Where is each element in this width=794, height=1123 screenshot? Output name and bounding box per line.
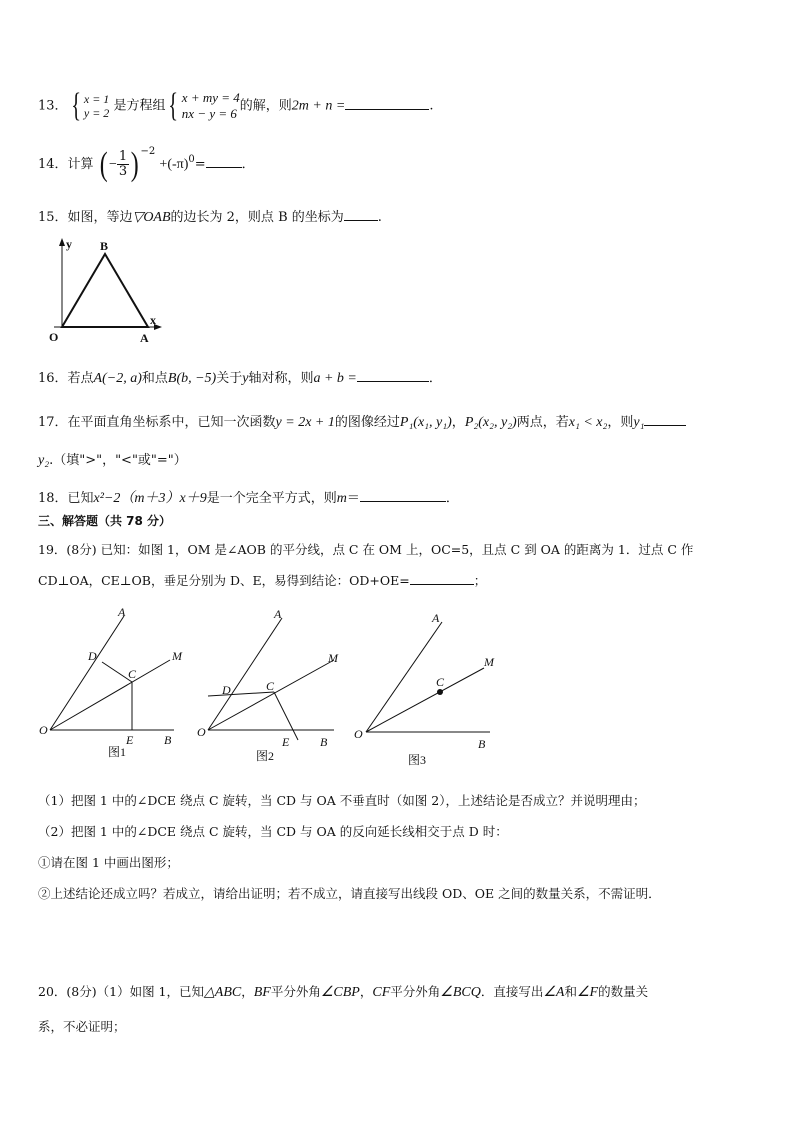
q15-text: 15．如图，等边 — [38, 210, 133, 225]
q20-text5: 平分外角 — [390, 984, 441, 999]
q13-eq1: x + my = 4 — [181, 90, 240, 105]
q18-text1: 18．已知 — [38, 491, 94, 506]
q18-m: m — [336, 491, 347, 506]
q16-expr: a + b = — [313, 371, 357, 386]
q14-exponent2: 0 — [188, 154, 195, 165]
q14-end: ． — [241, 157, 255, 172]
fig3-point-C — [437, 689, 443, 695]
q20-angle-f: ∠F — [576, 985, 599, 1000]
q13-text1: 是方程组 — [113, 98, 166, 114]
fig3-label-M: M — [484, 655, 494, 669]
q19-figure-3 — [350, 604, 510, 770]
question-15 — [38, 208, 382, 227]
fig2-ray-OA — [208, 618, 282, 730]
q17-text2: 的图像经过 — [334, 415, 400, 430]
q13-number: 13． — [38, 98, 68, 114]
q14-minus: − — [109, 157, 117, 172]
q17-point-p1: P₁(x₁, y₁) — [399, 415, 452, 430]
q18-text2: 是一个完全平方式，则 — [206, 491, 337, 506]
fig1-label-E: E — [126, 733, 134, 747]
fig3-label-B: B — [478, 737, 486, 751]
q20-text1: 20．(8分)（1）如图 1，已知 — [38, 984, 204, 999]
fig2-caption: 图2 — [256, 749, 275, 763]
section-3-heading: 三、解答题（共 78 分） — [38, 514, 172, 528]
q18-text3: ＝ — [346, 491, 360, 506]
q15-triangle: ▽OAB — [132, 210, 171, 225]
q17-answer-blank[interactable] — [644, 413, 686, 426]
fig3-label-O: O — [354, 727, 363, 741]
q16-point-a: A(−2, a) — [93, 371, 142, 386]
q19-sub1: （1）把图 1 中的∠DCE 绕点 C 旋转，当 CD 与 OA 不垂直时（如图 2），上述结论是否成立？并说明理由； — [38, 793, 646, 808]
q16-axis: y — [242, 371, 249, 386]
fig3-ray-OA — [366, 622, 442, 732]
q19-sub2: （2）把图 1 中的∠DCE 绕点 C 旋转，当 CD 与 OA 的反向延长线相交于点 D 时： — [38, 824, 508, 839]
q20-angle-cbp: ∠CBP — [320, 985, 360, 1000]
q13-solution — [84, 92, 109, 120]
q13-end: . — [429, 98, 434, 114]
q14-fraction — [117, 150, 129, 179]
fig2-label-O: O — [197, 725, 206, 739]
q17-point-p2: P₂(x₂, y₂) — [464, 415, 517, 430]
fig2-label-E: E — [282, 735, 290, 749]
q16-text3: 关于 — [216, 371, 243, 386]
fig1-ray-OA — [50, 616, 124, 730]
q13-answer-blank[interactable] — [345, 97, 429, 110]
q14-paren-open: ( — [99, 145, 108, 183]
fig2-label-M: M — [328, 651, 338, 665]
q15-answer-blank[interactable] — [344, 208, 378, 221]
q17-sep: ， — [451, 415, 465, 430]
q16-point-b: B(b, −5) — [167, 371, 217, 386]
fig2-segment-CD — [208, 692, 274, 696]
q13-sol-y: y = 2 — [83, 106, 110, 120]
q13-brace-system: { — [168, 87, 179, 124]
fig3-label-A: A — [432, 611, 440, 625]
q20-text7: 和 — [564, 984, 577, 999]
q16-text1: 16．若点 — [38, 371, 94, 386]
fig2-label-D: D — [222, 683, 231, 697]
q17-text4: ，则 — [607, 415, 634, 430]
q16-text4: 轴对称，则 — [248, 371, 314, 386]
q14-frac-num: 1 — [118, 149, 128, 164]
q15-label-B: B — [100, 239, 109, 253]
fig1-label-C: C — [128, 667, 137, 681]
q17-y1: y₁ — [633, 415, 645, 430]
q15-y-arrow — [59, 238, 65, 246]
question-16 — [38, 369, 442, 388]
fig2-label-A: A — [274, 607, 282, 621]
q14-paren-close: ) — [130, 145, 139, 183]
q13-eq2: nx − y = 6 — [181, 106, 237, 121]
q17-y2: y₂ — [38, 453, 50, 468]
q14-frac-den: 3 — [118, 164, 128, 179]
q14-number: 14．计算 — [38, 157, 94, 172]
q20-triangle: △ABC — [204, 985, 242, 1000]
q19-answer-blank[interactable] — [410, 572, 474, 585]
question-13 — [38, 87, 434, 124]
q18-answer-blank[interactable] — [360, 489, 446, 502]
q20-bf: BF — [253, 985, 271, 1000]
q17-text3: 两点，若 — [516, 415, 569, 430]
q17-condition: x₁ < x₂ — [568, 415, 608, 430]
q19-figure-2 — [194, 604, 354, 766]
q17-text1: 17．在平面直角坐标系中，已知一次函数 — [38, 415, 276, 430]
fig2-segment-CE — [274, 692, 298, 740]
q15-figure — [40, 236, 170, 348]
q13-sol-x: x = 1 — [83, 92, 110, 106]
q13-brace-left: { — [70, 87, 81, 124]
q15-triangle-shape — [62, 254, 148, 327]
question-17 — [38, 413, 686, 432]
fig2-label-B: B — [320, 735, 328, 749]
q19-sub2a: ①请在图 1 中画出图形； — [38, 855, 179, 870]
q13-expr: 2m + n = — [291, 98, 346, 114]
q19-line2-text: CD⊥OA，CE⊥OB，垂足分别为 D、E，易得到结论：OD+OE= — [38, 573, 410, 588]
q15-label-A: A — [140, 331, 149, 345]
q20-text2: ， — [241, 984, 254, 999]
question-14 — [38, 145, 255, 183]
q19-figure-1 — [36, 604, 191, 762]
q20-text3: 平分外角 — [270, 984, 321, 999]
fig1-ray-OM — [50, 660, 170, 730]
q15-label-y: y — [66, 237, 72, 251]
question-20-line2: 系，不必证明； — [38, 1019, 126, 1034]
q19-line2-end: ； — [473, 573, 487, 588]
q14-answer-blank[interactable] — [206, 155, 242, 168]
fig3-ray-OM — [366, 668, 484, 732]
fig1-label-A: A — [118, 605, 126, 619]
q20-cf: CF — [372, 985, 391, 1000]
fig1-caption: 图1 — [108, 745, 127, 759]
q15-text2: 的边长为 2，则点 B 的坐标为 — [170, 210, 344, 225]
q17-text5: .（填">"，"<"或"="） — [49, 453, 187, 468]
q20-angle-a: ∠A — [543, 985, 565, 1000]
q20-angle-bcq: ∠BCQ — [440, 985, 481, 1000]
q15-end: . — [377, 210, 382, 225]
q18-end: ． — [445, 491, 459, 506]
q20-text6: ．直接写出 — [480, 984, 544, 999]
fig3-caption: 图3 — [408, 753, 427, 767]
q15-label-O: O — [49, 330, 59, 344]
q18-expr: x²−2（m＋3）x＋9 — [93, 491, 207, 506]
q14-mid: +(-π) — [159, 157, 189, 172]
question-20-line1 — [38, 983, 648, 1002]
q17-function: y = 2x + 1 — [275, 415, 335, 430]
q13-system — [182, 90, 240, 122]
q19-sub2b: ②上述结论还成立吗？若成立，请给出证明；若不成立，请直接写出线段 OD、OE 之间的数量关系，不需证明． — [38, 886, 661, 901]
q20-text4: ， — [359, 984, 373, 999]
fig1-label-B: B — [164, 733, 172, 747]
fig3-label-C: C — [436, 675, 445, 689]
q14-exponent1: −2 — [140, 146, 156, 157]
q14-eq: = — [194, 157, 206, 172]
question-19-line1: 19．(8分) 已知：如图 1，OM 是∠AOB 的平分线，点 C 在 OM 上，OC=5，且点 C 到 OA 的距离为 1．过点 C 作 — [38, 542, 694, 557]
question-17-line2 — [38, 452, 187, 470]
q16-answer-blank[interactable] — [357, 369, 429, 382]
q13-text2: 的解，则 — [239, 98, 292, 114]
question-18 — [38, 489, 459, 508]
q15-label-x: x — [150, 313, 156, 327]
question-19-line2 — [38, 572, 486, 590]
q16-text2: 和点 — [141, 371, 168, 386]
fig2-label-C: C — [266, 679, 275, 693]
fig1-label-O: O — [39, 723, 48, 737]
fig1-label-D: D — [88, 649, 97, 663]
fig1-label-M: M — [172, 649, 182, 663]
q20-text8: 的数量关 — [598, 984, 649, 999]
q16-end: ． — [428, 371, 442, 386]
